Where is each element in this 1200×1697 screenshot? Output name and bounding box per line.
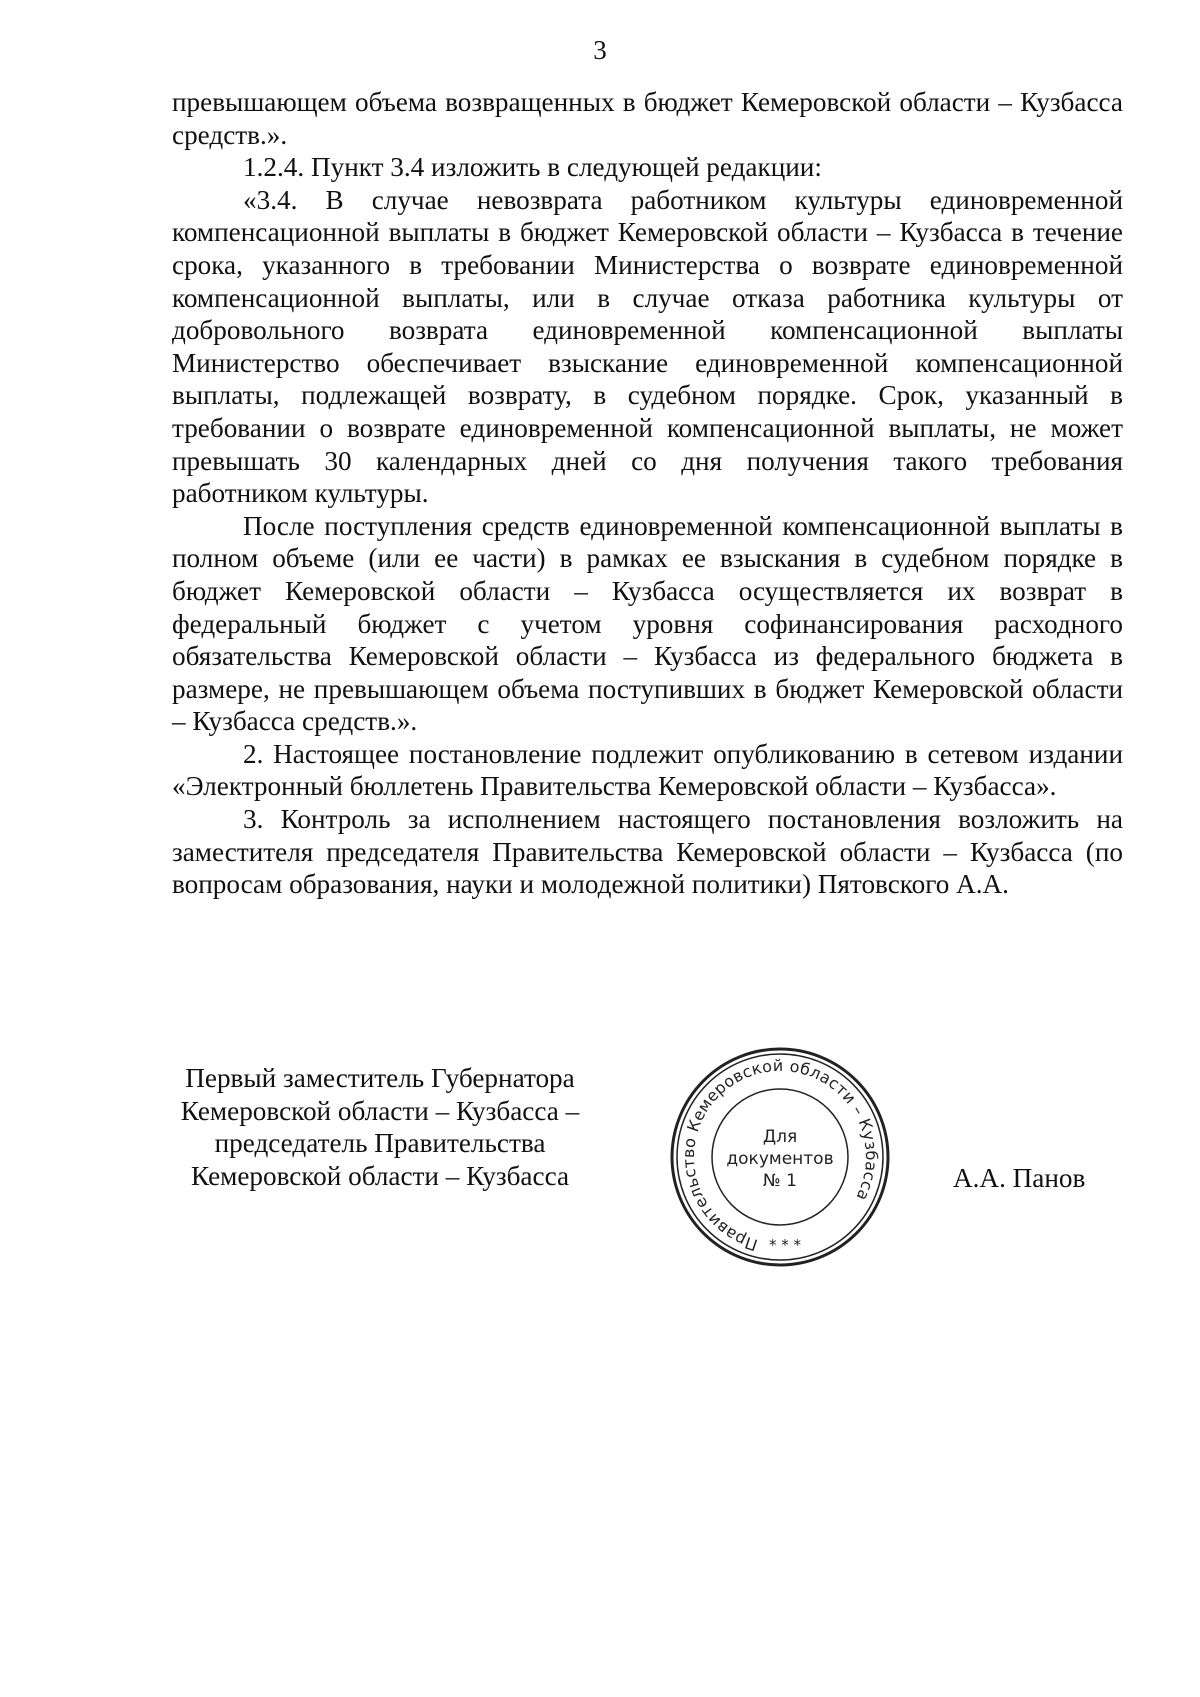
paragraph-clause-3-4: «3.4. В случае невозврата работником культуры единовременной компенсационной выплаты в бюджет Кемеровской области – Кузбасса в течение срока, указанного в требовании Министерства о возврате единовременной компенсационной выплаты, или в случае отказа работника культуры от добровольного возврата единовременной компенсационной выплаты Министерство обеспечивает взыскание единовременной компенсационной выплаты, подлежащей возврату, в судебном порядке. Срок, указанный в требовании о возврате единовременной компенсационной выплаты, не может превышать 30 календарных дней со дня получения такого требования работником культуры. (172, 184, 1123, 509)
paragraph-publication: 2. Настоящее постановление подлежит опубликованию в сетевом издании «Электронный бюллетень Правительства Кемеровской области – Кузбасса». (172, 738, 1123, 802)
signatory-name: А.А. Панов (953, 1163, 1086, 1193)
paragraph-refund-procedure: После поступления средств единовременной компенсационной выплаты в полном объеме (или ее части) в рамках ее взыскания в судебном порядке в бюджет Кемеровской области – Кузбасса осуществляется их возврат в федеральный бюджет с учетом уровня софинансирования расходного обязательства Кемеровской области – Кузбасса из федерального бюджета в размере, не превышающем объема поступивших в бюджет Кемеровской области – Кузбасса средств.». (172, 510, 1123, 737)
paragraph-clause-1-2-4: 1.2.4. Пункт 3.4 изложить в следующей редакции: (243, 152, 822, 183)
seal-center-line: № 1 (763, 1171, 797, 1191)
seal-ring-text: Правительство Кемеровской области – Кузбасса (678, 1055, 882, 1255)
document-body (172, 86, 1123, 901)
seal-stars: * * * (768, 1236, 802, 1254)
signatory-title-line: Кемеровской области – Кузбасса – (180, 1095, 580, 1126)
signatory-title-line: Кемеровской области – Кузбасса (190, 1160, 570, 1191)
signatory-title-line: Первый заместитель Губернатора (185, 1063, 575, 1093)
seal-center-line: Для (762, 1127, 798, 1147)
official-seal-stamp (667, 1046, 893, 1268)
paragraph-control: 3. Контроль за исполнением настоящего постановления возложить на заместителя председателя Правительства Кемеровской области – Кузбасса (по вопросам образования, науки и молодежной политики) Пятовского А.А. (172, 804, 1123, 900)
seal-graphic (667, 1046, 893, 1268)
page-number: 3 (593, 35, 607, 65)
paragraph-continuation: превышающем объема возвращенных в бюджет Кемеровской области – Кузбасса средств.». (172, 87, 1123, 150)
signatory-title-line: председатель Правительства (214, 1128, 546, 1159)
signatory-title (160, 1062, 600, 1192)
seal-center-line: документов (726, 1149, 834, 1169)
